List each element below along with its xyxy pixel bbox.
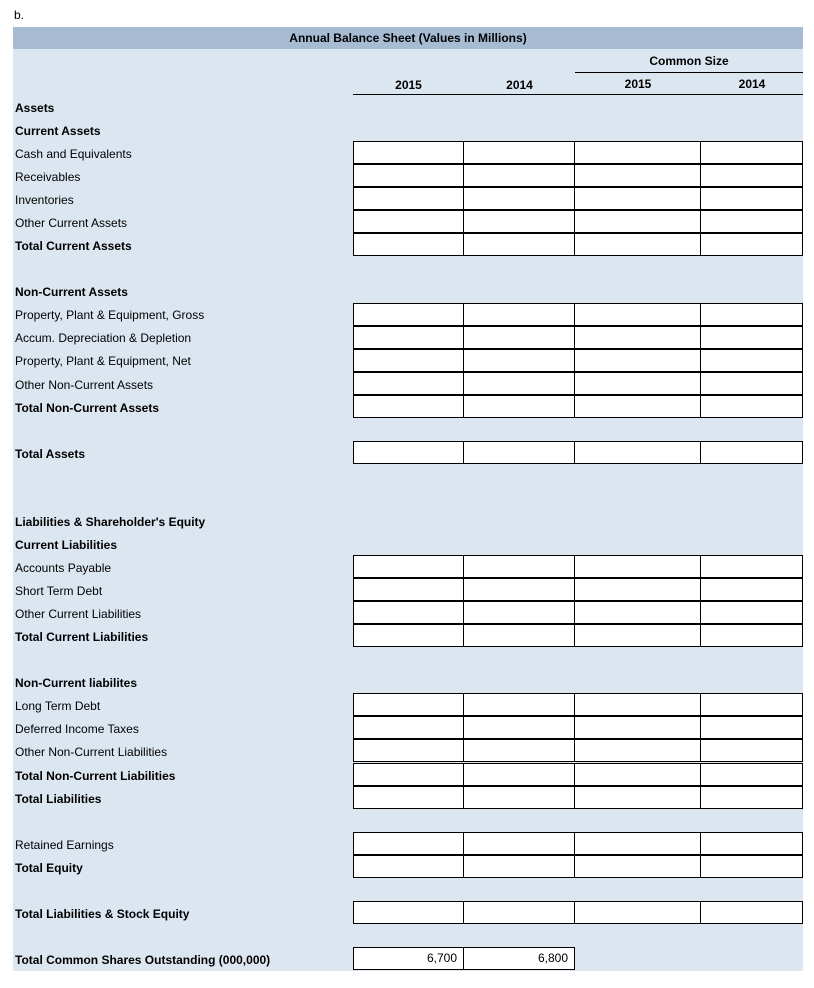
label-short-term-debt: Short Term Debt [15,584,103,598]
input-cell-2015[interactable] [353,716,464,739]
input-cell-2014[interactable] [463,624,575,647]
label-inventories: Inventories [15,193,74,207]
input-cell-2015[interactable] [353,739,464,762]
label-total-non-current-assets: Total Non-Current Assets [15,401,160,415]
label-receivables: Receivables [15,170,81,184]
input-cell-cs-2015[interactable] [574,555,701,578]
label-cash: Cash and Equivalents [15,147,132,161]
input-cell-2014[interactable] [463,233,575,256]
input-cell-cs-2014[interactable] [700,601,803,624]
common-size-header: Common Size [649,54,729,68]
input-cell-cs-2015[interactable] [574,763,701,786]
input-cell-2014[interactable] [463,716,575,739]
input-cell-2014[interactable] [463,832,575,855]
input-cell-cs-2014[interactable] [700,555,803,578]
col-header-2014: 2014 [506,78,533,92]
input-cell-2015[interactable] [353,578,464,601]
input-cell-2015[interactable] [353,555,464,578]
label-deferred-taxes: Deferred Income Taxes [15,722,139,736]
input-cell-cs-2014[interactable] [700,326,803,349]
label-other-non-current-liabilities: Other Non-Current Liabilities [15,745,168,759]
label-other-current-liabilities: Other Current Liabilities [15,607,142,621]
input-cell-2014[interactable] [463,739,575,762]
header-underline [353,94,803,95]
input-cell-cs-2015[interactable] [574,601,701,624]
input-cell-2014[interactable] [463,141,575,164]
input-cell-2015[interactable] [353,303,464,326]
label-accounts-payable: Accounts Payable [15,561,112,575]
label-total-non-current-liabilities: Total Non-Current Liabilities [15,769,176,783]
input-cell-2015[interactable] [353,786,464,809]
col-header-common-2015: 2015 [624,77,652,91]
label-total-liab-stock-equity: Total Liabilities & Stock Equity [15,907,190,921]
label-liab-equity: Liabilities & Shareholder's Equity [15,515,206,529]
input-cell-cs-2014[interactable] [700,901,803,924]
input-cell-cs-2015[interactable] [574,210,701,233]
input-cell-cs-2015[interactable] [574,693,701,716]
input-cell-cs-2014[interactable] [700,441,803,464]
input-cell-2015[interactable] [353,855,464,878]
input-cell-2015[interactable] [353,233,464,256]
input-cell-cs-2014[interactable] [700,578,803,601]
input-cell-2015[interactable] [353,164,464,187]
input-cell-cs-2014[interactable] [700,372,803,395]
input-cell-cs-2014[interactable] [700,187,803,210]
input-cell-2014[interactable] [463,578,575,601]
common-size-underline [575,72,803,73]
input-cell-2015[interactable] [353,832,464,855]
label-other-non-current-assets: Other Non-Current Assets [15,378,154,392]
col-header-2015: 2015 [395,78,422,92]
input-cell-cs-2015[interactable] [574,832,701,855]
input-cell-cs-2014[interactable] [700,210,803,233]
label-total-current-assets: Total Current Assets [15,239,132,253]
label-total-assets: Total Assets [15,447,86,461]
label-other-current-assets: Other Current Assets [15,216,128,230]
input-cell-2014[interactable] [463,693,575,716]
input-cell-2014[interactable] [463,164,575,187]
label-assets: Assets [15,101,55,115]
title-bar [13,27,803,49]
input-cell-cs-2014[interactable] [700,739,803,762]
input-cell-2014[interactable] [463,441,575,464]
input-cell-cs-2014[interactable] [700,855,803,878]
input-cell-cs-2015[interactable] [574,141,701,164]
input-cell-cs-2015[interactable] [574,303,701,326]
input-cell-cs-2014[interactable] [700,164,803,187]
label-current-liabilities: Current Liabilities [15,538,118,552]
input-cell-cs-2015[interactable] [574,349,701,372]
label-total-equity: Total Equity [15,861,83,875]
input-cell-cs-2015[interactable] [574,395,701,418]
input-cell-2014[interactable] [463,303,575,326]
input-cell-2014[interactable] [463,855,575,878]
input-cell-2015[interactable] [353,372,464,395]
input-cell-2014[interactable] [463,210,575,233]
input-cell-2014[interactable] [463,395,575,418]
label-total-current-liabilities: Total Current Liabilities [15,630,149,644]
input-cell-cs-2014[interactable] [700,141,803,164]
label-long-term-debt: Long Term Debt [15,699,101,713]
input-cell-cs-2014[interactable] [700,395,803,418]
label-retained-earnings: Retained Earnings [15,838,114,852]
input-cell-2015[interactable] [353,763,464,786]
label-accum-dep: Accum. Depreciation & Depletion [15,331,192,345]
label-current-assets: Current Assets [15,124,101,138]
input-cell-cs-2014[interactable] [700,624,803,647]
input-cell-cs-2014[interactable] [700,693,803,716]
col-header-common-2014: 2014 [738,77,766,91]
input-cell-2015[interactable] [353,141,464,164]
input-cell-2015[interactable] [353,187,464,210]
balance-sheet [13,27,803,971]
input-cell-2015[interactable] [353,441,464,464]
input-cell-cs-2015[interactable] [574,578,701,601]
input-cell-2014[interactable] [463,901,575,924]
input-cell-cs-2015[interactable] [574,624,701,647]
input-cell-cs-2015[interactable] [574,326,701,349]
input-cell-2014[interactable] [463,555,575,578]
input-cell-2015[interactable] [353,901,464,924]
input-cell-2014[interactable] [463,349,575,372]
input-cell-cs-2015[interactable] [574,372,701,395]
input-cell-2015[interactable] [353,601,464,624]
input-cell-2015[interactable] [353,395,464,418]
input-cell-cs-2015[interactable] [574,233,701,256]
input-cell-2014[interactable] [463,326,575,349]
shares-cell-2015[interactable]: 6,700 [353,947,464,970]
input-cell-cs-2015[interactable] [574,164,701,187]
label-non-current-assets: Non-Current Assets [15,285,128,299]
input-cell-2014[interactable] [463,187,575,210]
input-cell-2015[interactable] [353,624,464,647]
label-total-shares: Total Common Shares Outstanding (000,000) [15,953,271,967]
input-cell-cs-2015[interactable] [574,786,701,809]
input-cell-cs-2014[interactable] [700,716,803,739]
input-cell-2015[interactable] [353,326,464,349]
shares-cell-2014[interactable]: 6,800 [463,947,575,970]
input-cell-cs-2014[interactable] [700,233,803,256]
input-cell-cs-2014[interactable] [700,763,803,786]
input-cell-2014[interactable] [463,601,575,624]
input-cell-cs-2014[interactable] [700,832,803,855]
input-cell-cs-2014[interactable] [700,349,803,372]
input-cell-2015[interactable] [353,349,464,372]
label-total-liabilities: Total Liabilities [15,792,102,806]
input-cell-cs-2015[interactable] [574,187,701,210]
input-cell-2014[interactable] [463,763,575,786]
sheet-title: Annual Balance Sheet (Values in Millions) [289,31,527,45]
input-cell-2014[interactable] [463,786,575,809]
input-cell-2015[interactable] [353,210,464,233]
input-cell-cs-2015[interactable] [574,901,701,924]
label-non-current-liabilities: Non-Current liabilites [15,676,138,690]
label-ppe-gross: Property, Plant & Equipment, Gross [15,308,205,322]
input-cell-cs-2015[interactable] [574,739,701,762]
part-label: b. [14,8,25,22]
label-ppe-net: Property, Plant & Equipment, Net [15,354,191,368]
input-cell-cs-2015[interactable] [574,716,701,739]
input-cell-2015[interactable] [353,693,464,716]
input-cell-cs-2015[interactable] [574,441,701,464]
input-cell-cs-2014[interactable] [700,303,803,326]
input-cell-cs-2014[interactable] [700,786,803,809]
input-cell-cs-2015[interactable] [574,855,701,878]
input-cell-2014[interactable] [463,372,575,395]
